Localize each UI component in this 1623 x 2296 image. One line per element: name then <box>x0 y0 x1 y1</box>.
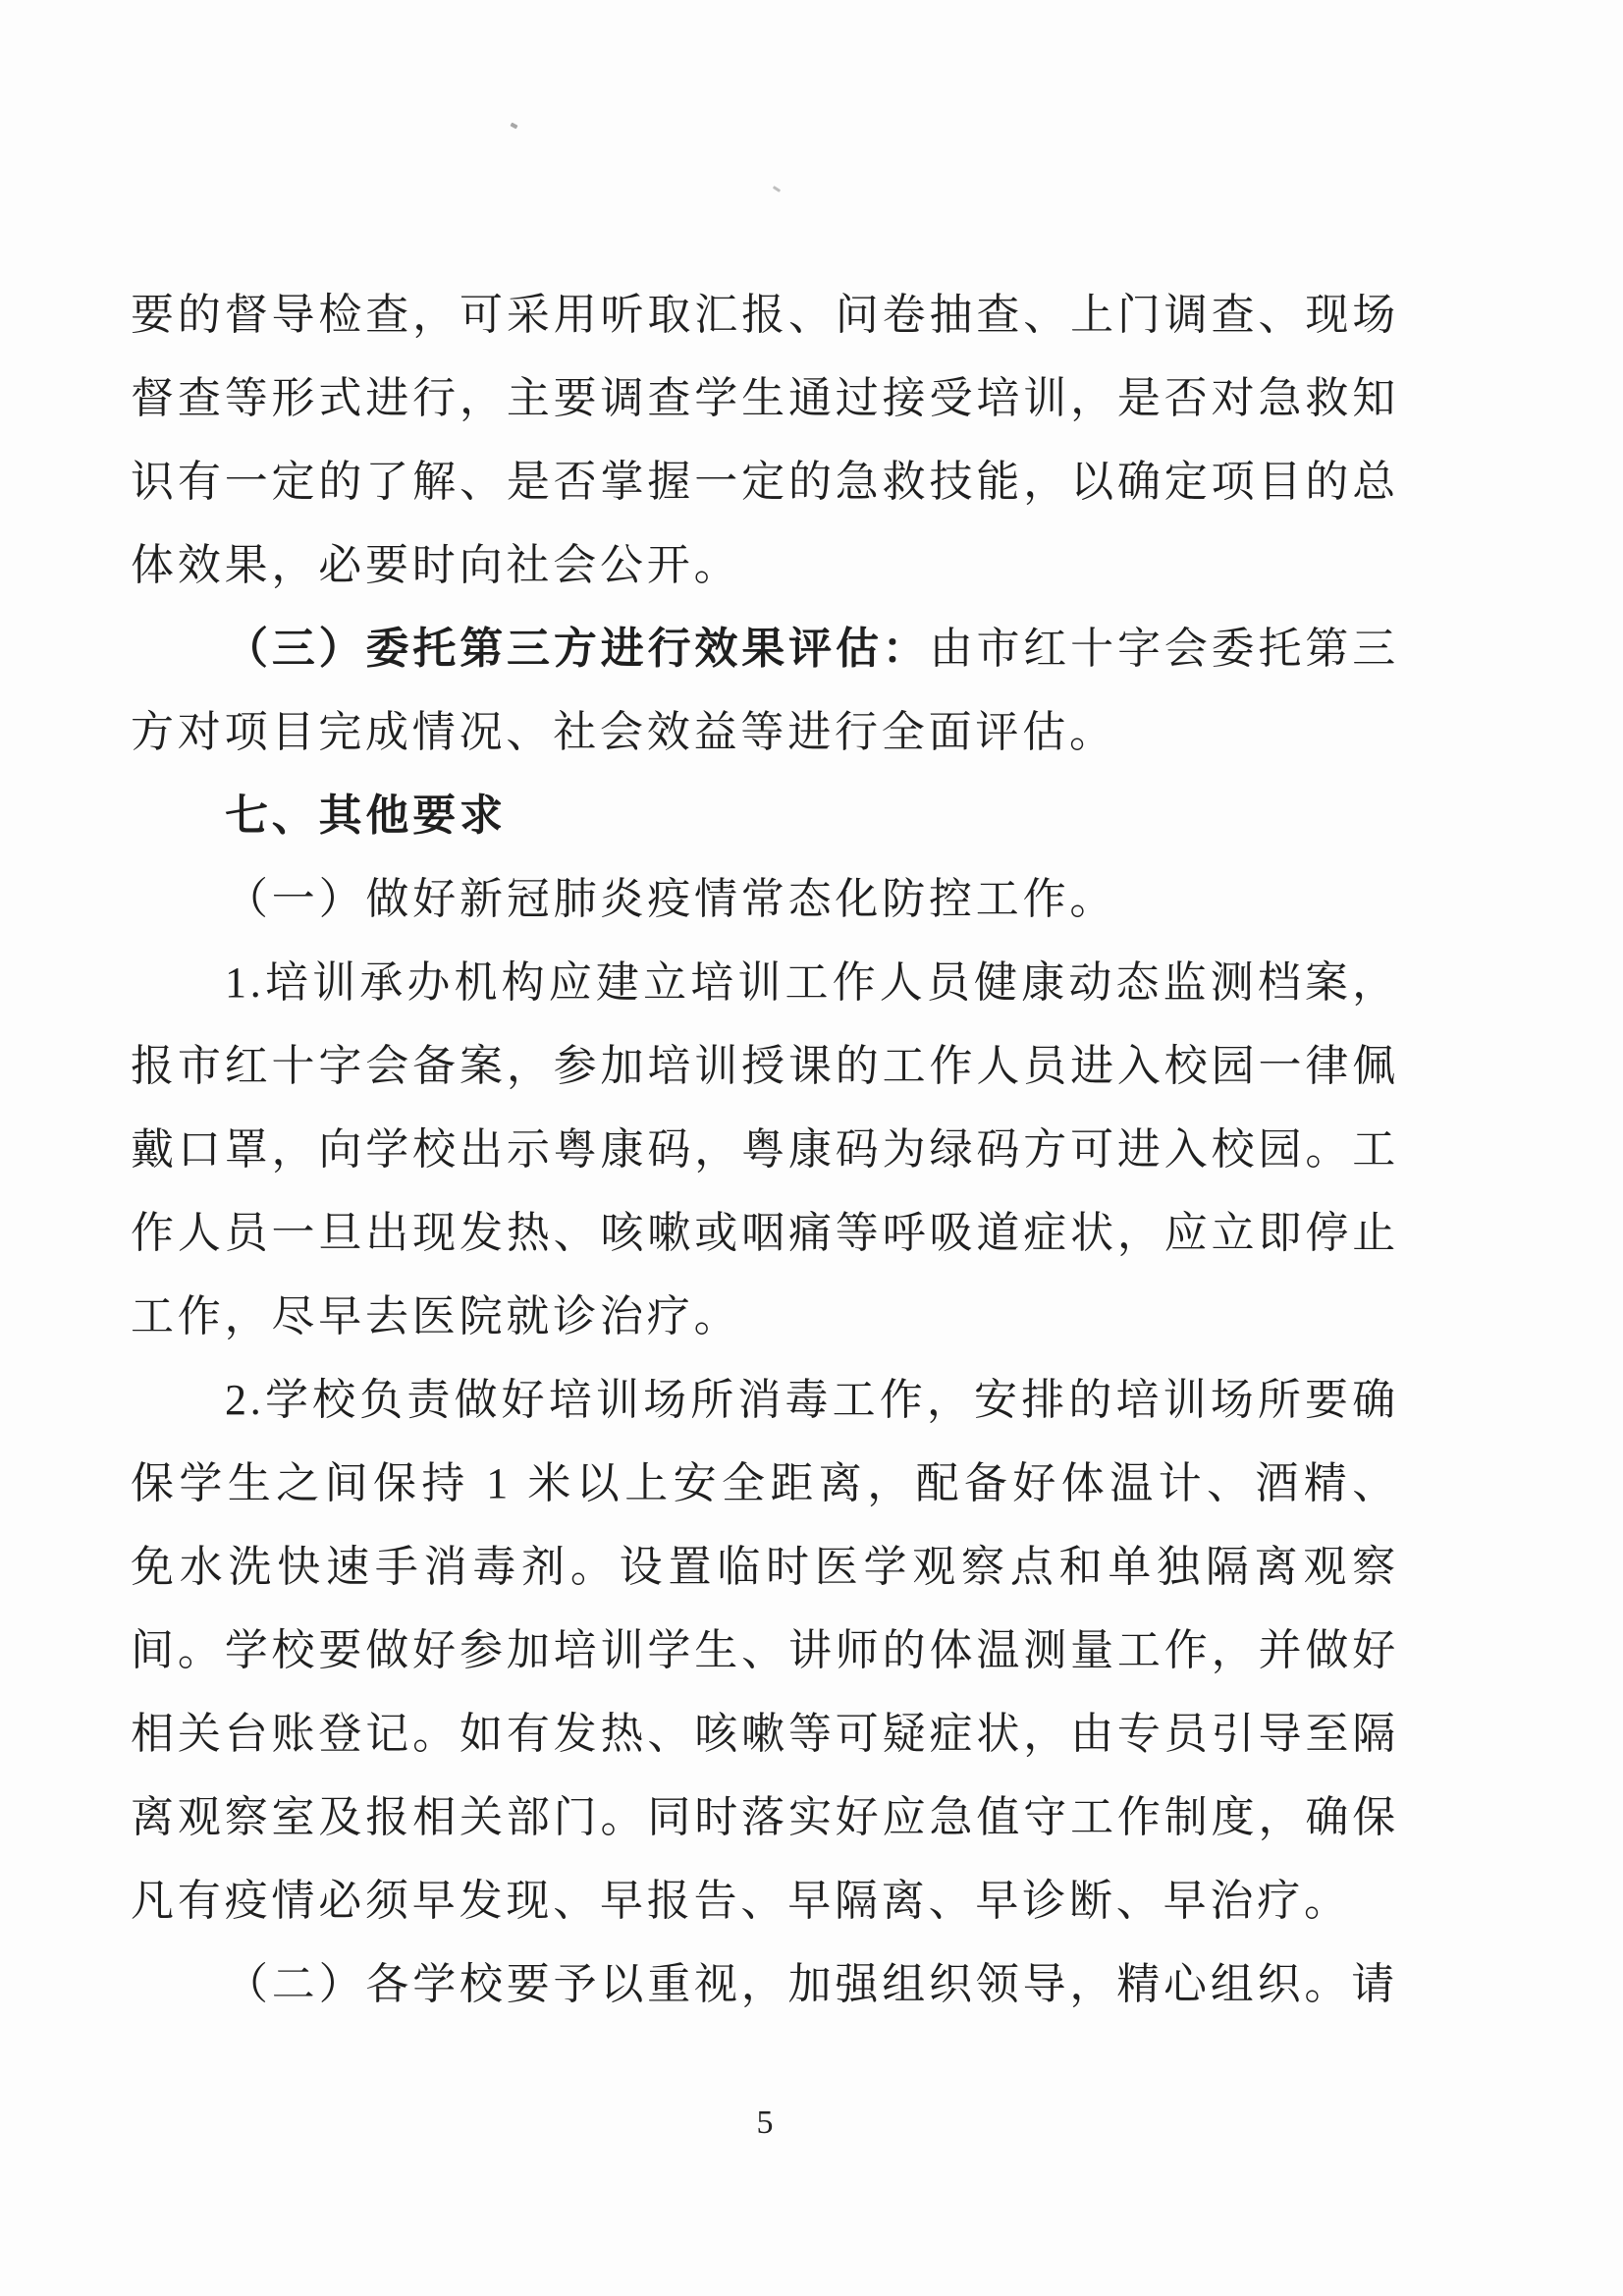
heading-text: 七、其他要求 <box>225 792 507 840</box>
paragraph-item-1-training-staff-health <box>131 941 1399 1358</box>
paragraph-text: 要的督导检查，可采用听取汇报、问卷抽查、上门调查、现场督查等形式进行，主要调查学生通过接受培训，是否对急救知识有一定的了解、是否掌握一定的急救技能，以确定项目的总体效果，必要时向社会公开。 <box>131 291 1399 589</box>
paragraph-text: 2.学校负责做好培训场所消毒工作，安排的培训场所要确保学生之间保持 1 米以上安全距离，配备好体温计、酒精、免水洗快速手消毒剂。设置临时医学观察点和单独隔离观察间。学校要做好参加培训学生、讲师的体温测量工作，并做好相关台账登记。如有发热、咳嗽等可疑症状，由专员引导至隔离观察室及报相关部门。同时落实好应急值守工作制度，确保凡有疫情必须早发现、早报告、早隔离、早诊断、早治疗。 <box>131 1376 1399 1925</box>
paragraph-supervision-check-continuation <box>131 273 1399 607</box>
paragraph-lead-bold: （三）委托第三方进行效果评估： <box>225 625 930 673</box>
paragraph-schools-attention <box>131 1942 1399 2026</box>
section-heading-other-requirements <box>131 774 1399 857</box>
paragraph-text: （二）各学校要予以重视，加强组织领导，精心组织。请 <box>225 1960 1398 2008</box>
paragraph-third-party-evaluation <box>131 607 1399 774</box>
paragraph-item-2-school-disinfection <box>131 1358 1399 1942</box>
document-body <box>131 273 1399 2026</box>
paragraph-epidemic-prevention-intro <box>131 857 1399 941</box>
paragraph-text: （一）做好新冠肺炎疫情常态化防控工作。 <box>225 875 1117 923</box>
page-number: 5 <box>756 2105 774 2141</box>
paragraph-text: 1.培训承办机构应建立培训工作人员健康动态监测档案，报市红十字会备案，参加培训授课的工作人员进入校园一律佩戴口罩，向学校出示粤康码，粤康码为绿码方可进入校园。工作人员一旦出现发热、咳嗽或咽痛等呼吸道症状，应立即停止工作，尽早去医院就诊治疗。 <box>131 958 1399 1340</box>
scan-artifact-speck <box>773 186 781 192</box>
scan-artifact-speck <box>510 123 517 130</box>
paragraph-text: 由市红十字会委托第三方对项目完成情况、社会效益等进行全面评估。 <box>131 625 1399 756</box>
